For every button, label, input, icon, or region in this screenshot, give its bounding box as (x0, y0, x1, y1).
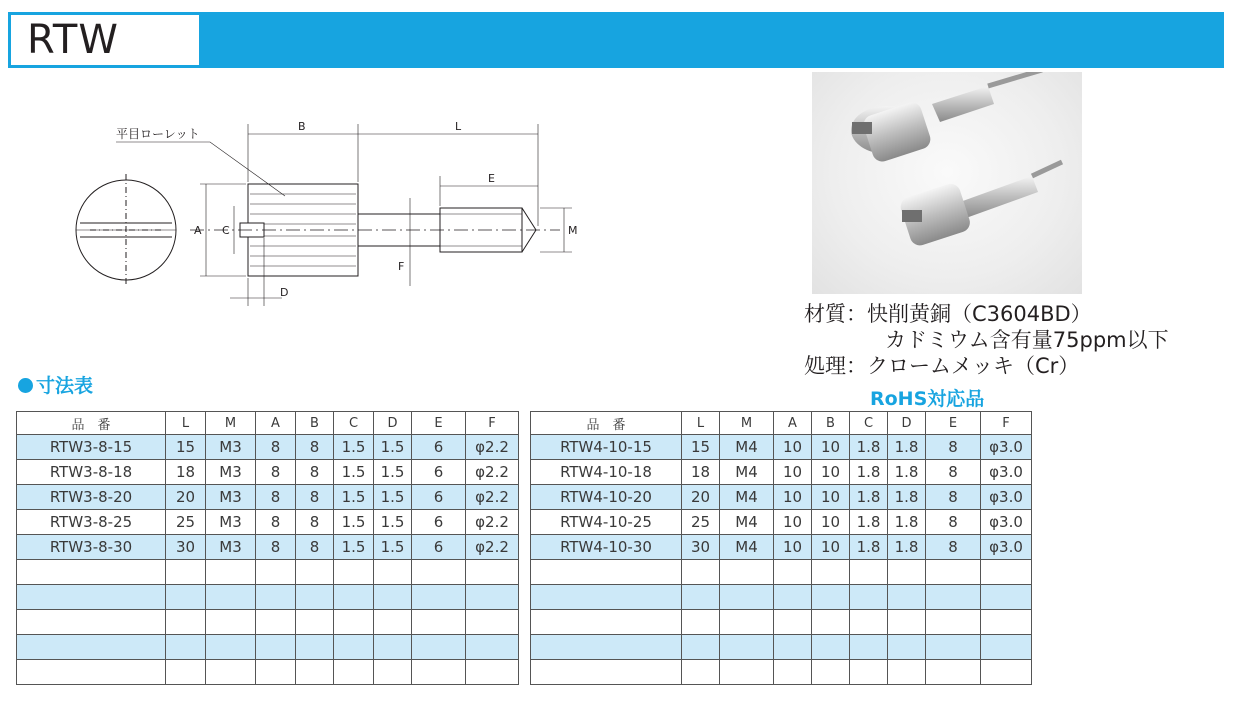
bullet-icon (18, 378, 33, 393)
empty-cell (374, 635, 412, 660)
value-cell: 10 (812, 460, 850, 485)
value-cell: φ2.2 (466, 510, 519, 535)
empty-cell (296, 635, 334, 660)
empty-cell (812, 635, 850, 660)
rohs-badge: RoHS対応品 (870, 388, 985, 410)
value-cell: 6 (412, 435, 466, 460)
table-row (531, 435, 1032, 460)
dim-d-label: D (280, 286, 289, 299)
dim-m-label: M (568, 224, 578, 237)
dimension-table-right (530, 411, 1032, 685)
empty-cell (981, 610, 1032, 635)
table-row (17, 460, 519, 485)
value-cell: φ3.0 (981, 485, 1032, 510)
value-cell: 10 (774, 535, 812, 560)
part-number-cell: RTW4-10-30 (531, 535, 682, 560)
empty-cell (774, 660, 812, 685)
empty-row (17, 635, 519, 660)
empty-cell (720, 660, 774, 685)
empty-cell (374, 610, 412, 635)
value-cell: 18 (166, 460, 206, 485)
section-title-text: 寸法表 (36, 375, 94, 397)
value-cell: M4 (720, 460, 774, 485)
empty-cell (166, 585, 206, 610)
empty-cell (256, 635, 296, 660)
value-cell: M3 (206, 535, 256, 560)
empty-cell (296, 585, 334, 610)
empty-cell (981, 660, 1032, 685)
empty-row (531, 610, 1032, 635)
table-row (17, 510, 519, 535)
empty-cell (926, 610, 981, 635)
value-cell: 8 (926, 435, 981, 460)
dimension-table-left (16, 411, 519, 685)
value-cell: 1.8 (850, 460, 888, 485)
knurl-label: 平目ローレット (116, 127, 200, 141)
value-cell: 1.5 (334, 510, 374, 535)
table-row (17, 435, 519, 460)
empty-cell (412, 635, 466, 660)
value-cell: φ3.0 (981, 535, 1032, 560)
value-cell: 1.8 (888, 510, 926, 535)
column-header: 品 番 (17, 412, 166, 435)
value-cell: 15 (682, 435, 720, 460)
empty-row (17, 610, 519, 635)
empty-cell (374, 560, 412, 585)
empty-cell (682, 585, 720, 610)
value-cell: M3 (206, 435, 256, 460)
value-cell: 10 (812, 535, 850, 560)
part-number-cell: RTW3-8-18 (17, 460, 166, 485)
value-cell: M3 (206, 510, 256, 535)
empty-cell (466, 660, 519, 685)
empty-cell (720, 635, 774, 660)
column-header: M (720, 412, 774, 435)
value-cell: 18 (682, 460, 720, 485)
dim-f-label: F (398, 260, 405, 273)
empty-cell (926, 660, 981, 685)
part-number-cell: RTW3-8-15 (17, 435, 166, 460)
empty-cell (812, 610, 850, 635)
table-row (531, 485, 1032, 510)
product-photo (812, 72, 1082, 294)
empty-cell (812, 560, 850, 585)
empty-cell (850, 660, 888, 685)
value-cell: 8 (296, 510, 334, 535)
value-cell: 10 (774, 460, 812, 485)
empty-cell (466, 585, 519, 610)
screw-illustration (812, 72, 1082, 294)
part-number-cell: RTW4-10-15 (531, 435, 682, 460)
empty-cell (812, 585, 850, 610)
empty-cell (888, 585, 926, 610)
empty-cell (17, 610, 166, 635)
empty-cell (888, 635, 926, 660)
empty-cell (206, 635, 256, 660)
value-cell: 8 (296, 460, 334, 485)
value-cell: φ3.0 (981, 435, 1032, 460)
product-title: RTW (27, 17, 119, 63)
value-cell: 1.8 (888, 485, 926, 510)
value-cell: 1.5 (334, 485, 374, 510)
empty-cell (412, 560, 466, 585)
value-cell: 8 (256, 435, 296, 460)
empty-cell (206, 585, 256, 610)
empty-cell (981, 585, 1032, 610)
value-cell: 8 (296, 485, 334, 510)
empty-cell (774, 610, 812, 635)
empty-cell (812, 660, 850, 685)
value-cell: 20 (166, 485, 206, 510)
empty-cell (166, 660, 206, 685)
empty-row (531, 635, 1032, 660)
column-header: F (466, 412, 519, 435)
empty-cell (256, 660, 296, 685)
empty-cell (296, 610, 334, 635)
column-header: C (334, 412, 374, 435)
empty-row (17, 660, 519, 685)
section-title (18, 371, 93, 398)
value-cell: 6 (412, 535, 466, 560)
empty-cell (296, 660, 334, 685)
technical-drawing (60, 110, 620, 310)
value-cell: 10 (774, 510, 812, 535)
part-number-cell: RTW3-8-30 (17, 535, 166, 560)
column-header: D (888, 412, 926, 435)
empty-cell (166, 560, 206, 585)
empty-cell (850, 585, 888, 610)
value-cell: 1.8 (888, 435, 926, 460)
part-number-cell: RTW3-8-25 (17, 510, 166, 535)
table-row (531, 535, 1032, 560)
spec-treatment: 処理：クロームメッキ（Cr） (804, 354, 1080, 378)
value-cell: 10 (774, 485, 812, 510)
knurl-leader (116, 142, 285, 196)
empty-cell (374, 585, 412, 610)
column-header: A (256, 412, 296, 435)
empty-cell (412, 610, 466, 635)
empty-cell (374, 660, 412, 685)
column-header: E (412, 412, 466, 435)
dim-a-label: A (194, 224, 202, 237)
value-cell: 30 (682, 535, 720, 560)
value-cell: φ2.2 (466, 535, 519, 560)
empty-cell (682, 635, 720, 660)
empty-cell (334, 660, 374, 685)
empty-cell (466, 560, 519, 585)
value-cell: 1.8 (850, 535, 888, 560)
column-header: A (774, 412, 812, 435)
value-cell: 6 (412, 510, 466, 535)
empty-cell (888, 610, 926, 635)
dim-c-label: C (222, 224, 230, 237)
empty-cell (334, 610, 374, 635)
value-cell: 8 (256, 460, 296, 485)
value-cell: φ2.2 (466, 460, 519, 485)
table-row (17, 535, 519, 560)
empty-cell (412, 660, 466, 685)
value-cell: M3 (206, 460, 256, 485)
empty-cell (926, 585, 981, 610)
column-header: D (374, 412, 412, 435)
empty-cell (682, 560, 720, 585)
empty-cell (720, 585, 774, 610)
value-cell: 1.5 (374, 535, 412, 560)
empty-cell (17, 635, 166, 660)
dim-l-label: L (455, 120, 462, 133)
column-header: L (682, 412, 720, 435)
table-header-row (17, 412, 519, 435)
empty-cell (926, 560, 981, 585)
empty-row (17, 585, 519, 610)
column-header: B (812, 412, 850, 435)
value-cell: φ2.2 (466, 435, 519, 460)
dim-e-label: E (488, 172, 495, 185)
column-header: M (206, 412, 256, 435)
value-cell: 15 (166, 435, 206, 460)
empty-cell (531, 560, 682, 585)
value-cell: 1.5 (334, 435, 374, 460)
value-cell: 1.8 (850, 485, 888, 510)
empty-cell (850, 560, 888, 585)
value-cell: 25 (682, 510, 720, 535)
empty-cell (531, 585, 682, 610)
empty-cell (981, 635, 1032, 660)
column-header: L (166, 412, 206, 435)
empty-cell (334, 585, 374, 610)
value-cell: 30 (166, 535, 206, 560)
value-cell: 6 (412, 485, 466, 510)
column-header: C (850, 412, 888, 435)
screw-2 (898, 162, 1062, 248)
empty-cell (466, 635, 519, 660)
table-header-row (531, 412, 1032, 435)
value-cell: φ3.0 (981, 510, 1032, 535)
part-number-cell: RTW4-10-20 (531, 485, 682, 510)
value-cell: M4 (720, 435, 774, 460)
empty-cell (466, 610, 519, 635)
value-cell: 8 (926, 460, 981, 485)
empty-cell (888, 660, 926, 685)
empty-cell (531, 635, 682, 660)
value-cell: 1.5 (334, 535, 374, 560)
table-row (531, 510, 1032, 535)
empty-cell (888, 560, 926, 585)
screw-1 (851, 72, 1042, 164)
empty-cell (206, 560, 256, 585)
value-cell: 1.5 (374, 510, 412, 535)
column-header: F (981, 412, 1032, 435)
value-cell: 20 (682, 485, 720, 510)
empty-cell (206, 660, 256, 685)
empty-cell (850, 635, 888, 660)
empty-row (531, 585, 1032, 610)
value-cell: 8 (296, 435, 334, 460)
value-cell: 1.5 (334, 460, 374, 485)
empty-cell (256, 560, 296, 585)
value-cell: 10 (774, 435, 812, 460)
column-header: B (296, 412, 334, 435)
empty-cell (926, 635, 981, 660)
value-cell: 8 (926, 535, 981, 560)
value-cell: φ2.2 (466, 485, 519, 510)
dim-b-label: B (298, 120, 306, 133)
empty-cell (334, 635, 374, 660)
empty-cell (412, 585, 466, 610)
empty-cell (720, 610, 774, 635)
empty-cell (774, 560, 812, 585)
empty-cell (682, 610, 720, 635)
value-cell: 1.5 (374, 485, 412, 510)
empty-cell (256, 610, 296, 635)
title-box (10, 14, 200, 66)
empty-cell (166, 635, 206, 660)
empty-row (17, 560, 519, 585)
empty-cell (720, 560, 774, 585)
column-header: E (926, 412, 981, 435)
empty-cell (531, 660, 682, 685)
empty-cell (774, 585, 812, 610)
value-cell: 6 (412, 460, 466, 485)
table-row (17, 485, 519, 510)
part-number-cell: RTW3-8-20 (17, 485, 166, 510)
value-cell: 1.8 (888, 460, 926, 485)
value-cell: 1.5 (374, 460, 412, 485)
value-cell: 1.8 (888, 535, 926, 560)
value-cell: 10 (812, 485, 850, 510)
part-number-cell: RTW4-10-18 (531, 460, 682, 485)
spec-material: 材質：快削黄銅（C3604BD） (804, 302, 1092, 326)
empty-cell (166, 610, 206, 635)
value-cell: 25 (166, 510, 206, 535)
value-cell: 8 (256, 535, 296, 560)
value-cell: 8 (296, 535, 334, 560)
value-cell: 8 (926, 485, 981, 510)
value-cell: φ3.0 (981, 460, 1032, 485)
empty-cell (206, 610, 256, 635)
value-cell: M4 (720, 535, 774, 560)
value-cell: 1.8 (850, 510, 888, 535)
value-cell: 10 (812, 510, 850, 535)
empty-cell (531, 610, 682, 635)
empty-cell (682, 660, 720, 685)
value-cell: M4 (720, 485, 774, 510)
value-cell: M4 (720, 510, 774, 535)
column-header: 品 番 (531, 412, 682, 435)
value-cell: 1.5 (374, 435, 412, 460)
empty-cell (774, 635, 812, 660)
value-cell: M3 (206, 485, 256, 510)
value-cell: 8 (926, 510, 981, 535)
part-number-cell: RTW4-10-25 (531, 510, 682, 535)
value-cell: 10 (812, 435, 850, 460)
empty-cell (17, 585, 166, 610)
empty-cell (296, 560, 334, 585)
value-cell: 8 (256, 510, 296, 535)
empty-cell (981, 560, 1032, 585)
table-row (531, 460, 1032, 485)
value-cell: 8 (256, 485, 296, 510)
spec-cadmium: カドミウム含有量75ppm以下 (885, 328, 1169, 352)
value-cell: 1.8 (850, 435, 888, 460)
empty-cell (17, 660, 166, 685)
empty-row (531, 560, 1032, 585)
empty-cell (850, 610, 888, 635)
empty-row (531, 660, 1032, 685)
empty-cell (256, 585, 296, 610)
empty-cell (334, 560, 374, 585)
empty-cell (17, 560, 166, 585)
